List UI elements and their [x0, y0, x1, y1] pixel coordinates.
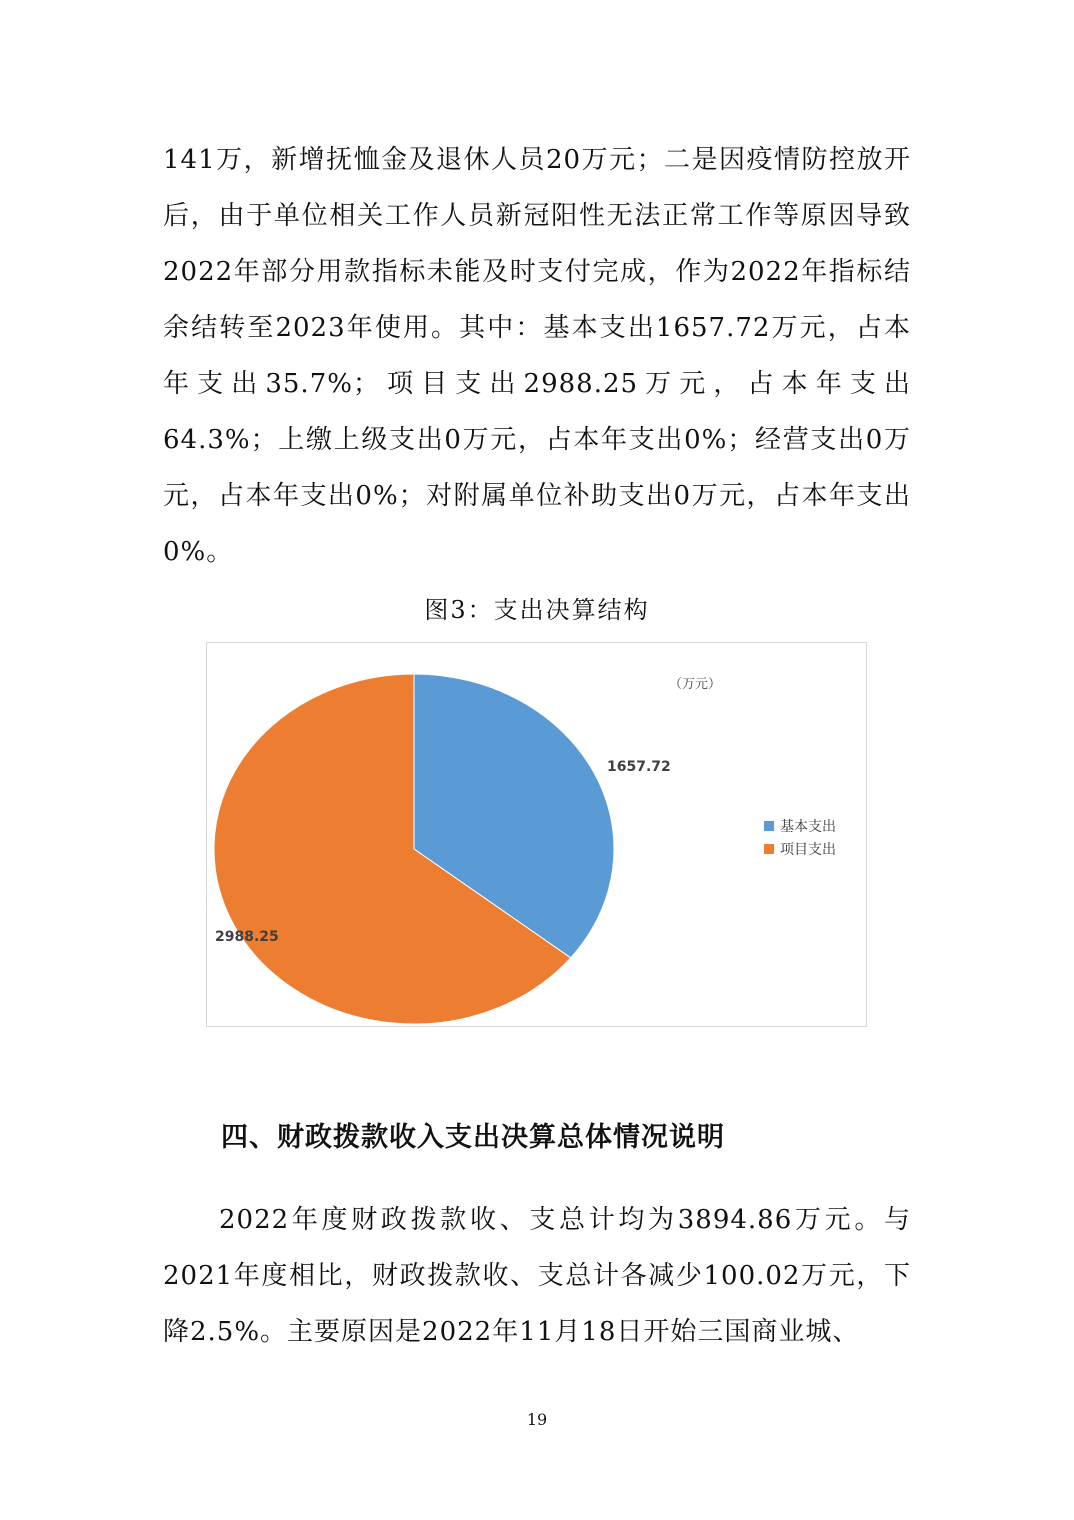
pie-chart: [206, 642, 867, 1027]
legend-label-project: 项目支出: [780, 841, 836, 858]
legend-swatch-project: [764, 844, 774, 854]
figure-caption: 图3：支出决算结构: [424, 596, 650, 624]
chart-legend: [764, 814, 836, 860]
chart-unit-label: （万元）: [669, 677, 722, 692]
body-paragraph-1: 141万，新增抚恤金及退休人员20万元；二是因疫情防控放开后，由于单位相关工作人员新冠阳性无法正常工作等原因导致2022年部分用款指标未能及时支付完成，作为2022年指标结余结转至2023年使用。其中：基本支出1657.72万元，占本年支出35.7%；项目支出2988.25万元，占本年支出64.3%；上缴上级支出0万元，占本年支出0%；经营支出0万元，占本年支出0%；对附属单位补助支出0万元，占本年支出0%。: [163, 145, 911, 567]
legend-item-project: [764, 837, 836, 860]
legend-label-basic: 基本支出: [780, 818, 836, 835]
body-paragraph-2: 2022年度财政拨款收、支总计均为3894.86万元。与2021年度相比，财政拨款收、支总计各减少100.02万元，下降2.5%。主要原因是2022年11月18日开始三国商业城、: [163, 1205, 911, 1347]
legend-swatch-basic: [764, 821, 774, 831]
pie-data-label-project: 2988.25: [215, 929, 279, 945]
page-number: 19: [526, 1410, 548, 1429]
legend-item-basic: [764, 814, 836, 837]
pie-data-label-basic: 1657.72: [607, 759, 671, 775]
section-heading: 四、财政拨款收入支出决算总体情况说明: [221, 1122, 725, 1153]
